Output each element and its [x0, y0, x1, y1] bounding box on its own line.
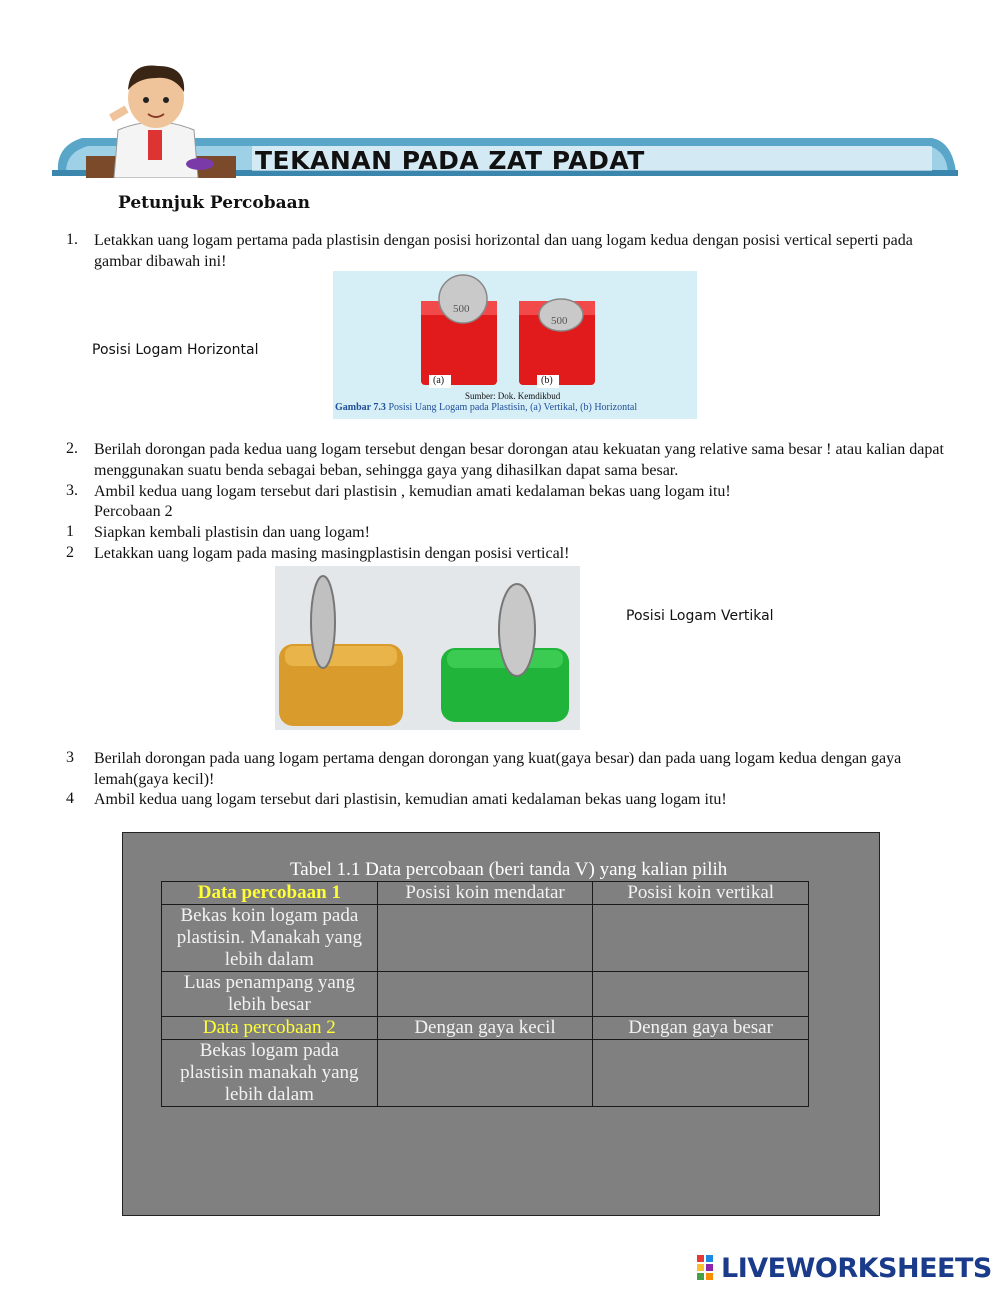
table-row — [162, 905, 809, 972]
figure2-side-label: Posisi Logam Vertikal — [626, 608, 774, 624]
figure-source: Sumber: Dok. Kemdikbud — [465, 391, 561, 401]
answer-cell-gaya-besar[interactable] — [593, 1040, 809, 1107]
answer-cell-mendatar-1[interactable] — [377, 905, 593, 972]
step-number: 1 — [66, 523, 74, 540]
answer-cell-mendatar-2[interactable] — [377, 972, 593, 1017]
page-title: TEKANAN PADA ZAT PADAT — [255, 146, 645, 175]
data-table — [161, 881, 809, 1107]
table-row-label: Bekas logam pada plastisin manakah yang lebih dalam — [162, 1040, 378, 1107]
coin-a-value: 500 — [453, 303, 470, 315]
figure-label-b: (b) — [541, 375, 553, 386]
answer-cell-vertikal-1[interactable] — [593, 905, 809, 972]
liveworksheets-logo — [697, 1253, 992, 1283]
table-header-cell: Posisi koin mendatar — [377, 882, 593, 905]
figure-label-a: (a) — [433, 375, 445, 386]
figure2-vertical-coins-photo — [275, 566, 580, 730]
coin-b-value: 500 — [551, 315, 568, 327]
step-text: Letakkan uang logam pada masing masingplastisin dengan posisi vertical! — [94, 545, 570, 562]
step-number: 3 — [66, 749, 74, 766]
table-header-cell: Dengan gaya kecil — [377, 1017, 593, 1040]
liveworksheets-icon — [697, 1255, 721, 1281]
step-number: 2 — [66, 544, 74, 561]
answer-cell-gaya-kecil[interactable] — [377, 1040, 593, 1107]
table-title: Tabel 1.1 Data percobaan (beri tanda V) yang kalian pilih — [290, 859, 728, 880]
student-mascot-illustration — [78, 60, 248, 178]
figure2-illustration — [275, 566, 580, 730]
figure1-side-label: Posisi Logam Horizontal — [92, 342, 259, 358]
figure1-coins-on-plasticine — [333, 271, 697, 419]
table-header-row — [162, 1017, 809, 1040]
step-number: 4 — [66, 790, 74, 807]
step-number: 1. — [66, 231, 78, 248]
step-text: Ambil kedua uang logam tersebut dari plastisin , kemudian amati kedalaman bekas uang logam itu! — [94, 483, 731, 500]
table-row — [162, 1040, 809, 1107]
table-header-cell: Data percobaan 2 — [162, 1017, 378, 1040]
step-number: 2. — [66, 440, 78, 457]
step-number: 3. — [66, 482, 78, 499]
step-text: Letakkan uang logam pertama pada plastisin dengan posisi horizontal dan uang logam kedua dengan posisi vertical seperti pada gambar dibawah ini! — [94, 232, 913, 270]
step-text: Siapkan kembali plastisin dan uang logam! — [94, 524, 370, 541]
table-header-cell: Posisi koin vertikal — [593, 882, 809, 905]
step-text: Berilah dorongan pada uang logam pertama dengan dorongan yang kuat(gaya besar) dan pada uang logam kedua dengan gaya lemah(gaya kecil)! — [94, 750, 902, 788]
table-header-row — [162, 882, 809, 905]
figure-caption-prefix: Gambar 7.3 — [335, 402, 386, 413]
brand-text: LIVEWORKSHEETS — [721, 1252, 992, 1284]
section-subtitle: Petunjuk Percobaan — [118, 193, 310, 213]
step-text: Berilah dorongan pada kedua uang logam tersebut dengan besar dorongan atau kekuatan yang relative sama besar ! atau kalian dapat menggunakan suatu benda sebagai beban, sehingga gaya yang dihasilkan dapat sama besar. — [94, 441, 944, 479]
table-row-label: Luas penampang yang lebih besar — [162, 972, 378, 1017]
table-row-label: Bekas koin logam pada plastisin. Manakah yang lebih dalam — [162, 905, 378, 972]
percobaan2-label: Percobaan 2 — [94, 503, 173, 520]
answer-cell-vertikal-2[interactable] — [593, 972, 809, 1017]
table-header-cell: Data percobaan 1 — [162, 882, 378, 905]
figure-caption-text: Posisi Uang Logam pada Plastisin, (a) Vertikal, (b) Horizontal — [388, 402, 638, 413]
table-header-cell: Dengan gaya besar — [593, 1017, 809, 1040]
table-row — [162, 972, 809, 1017]
step-text: Ambil kedua uang logam tersebut dari plastisin, kemudian amati kedalaman bekas uang logam itu! — [94, 791, 727, 808]
figure-caption — [335, 402, 637, 413]
